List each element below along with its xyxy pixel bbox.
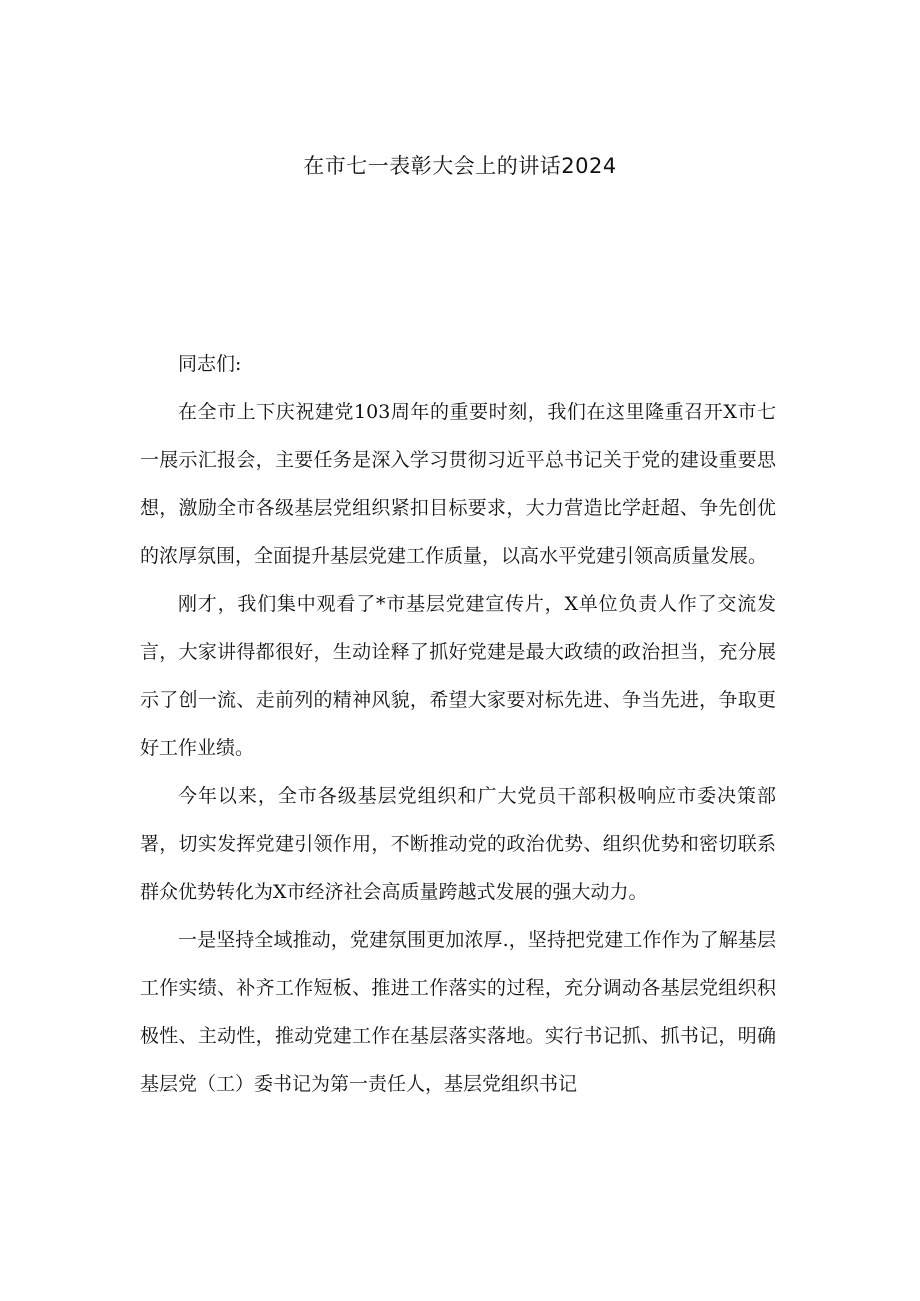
paragraph-1: 在全市上下庆祝建党103周年的重要时刻，我们在这里隆重召开X市七一展示汇报会，主要任务是深入学习贯彻习近平总书记关于党的建设重要思想，激励全市各级基层党组织紧扣目标要求，大力营造比学赶超、争先创优的浓厚氛围，全面提升基层党建工作质量，以高水平党建引领高质量发展。 [140, 401, 776, 567]
paragraph-4: 一是坚持全域推动，党建氛围更加浓厚.，坚持把党建工作作为了解基层工作实绩、补齐工作短板、推进工作落实的过程，充分调动各基层党组织积极性、主动性，推动党建工作在基层落实落地。实行书记抓、抓书记，明确基层党（工）委书记为第一责任人，基层党组织书记 [140, 929, 776, 1095]
document-body [140, 340, 776, 1108]
document-title: 在市七一表彰大会上的讲话2024 [303, 154, 617, 178]
salutation: 同志们: [178, 353, 242, 375]
paragraph-3: 今年以来，全市各级基层党组织和广大党员干部积极响应市委决策部署，切实发挥党建引领作用，不断推动党的政治优势、组织优势和密切联系群众优势转化为X市经济社会高质量跨越式发展的强大动力。 [140, 785, 776, 903]
paragraph-2: 刚才，我们集中观看了*市基层党建宣传片，X单位负责人作了交流发言，大家讲得都很好，生动诠释了抓好党建是最大政绩的政治担当，充分展示了创一流、走前列的精神风貌，希望大家要对标先进、争当先进，争取更好工作业绩。 [140, 593, 776, 759]
